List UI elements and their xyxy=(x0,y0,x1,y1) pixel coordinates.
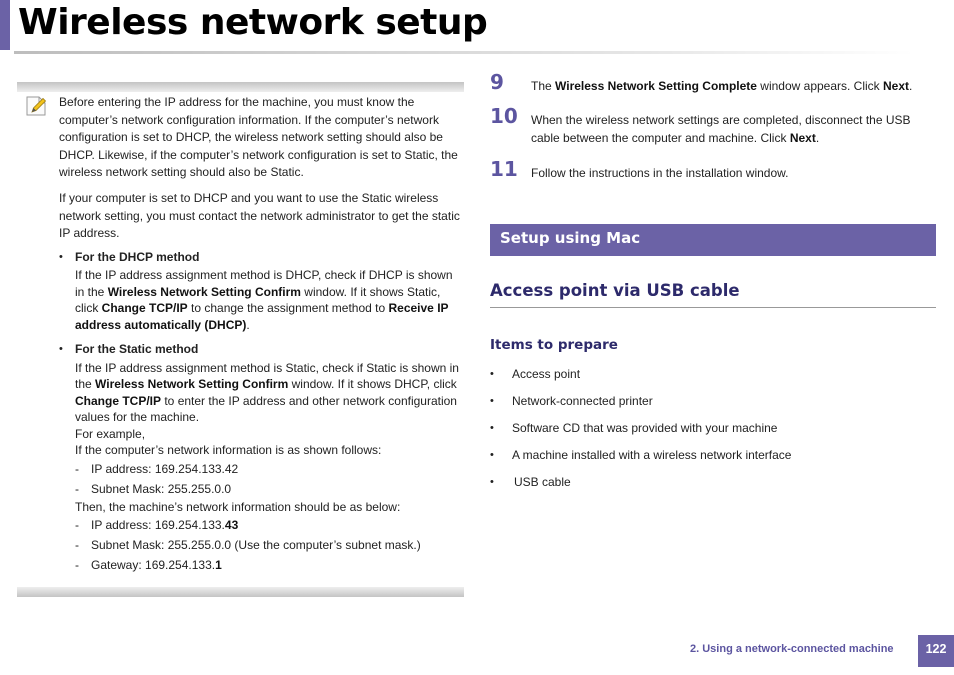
footer-chapter: 2. Using a network-connected machine xyxy=(690,643,894,655)
list-item: • Network-connected printer xyxy=(490,394,653,408)
step-number: 11 xyxy=(490,157,518,181)
note-bottom-border xyxy=(17,587,464,597)
dhcp-method-text: If the IP address assignment method is DHCP, check if DHCP is shown in the Wireless Network Setting Confirm window. If it shows Static, click Change TCP/IP to change the assignment method to Receive IP address automatically (DHCP). xyxy=(75,268,453,332)
subsection-divider xyxy=(490,307,936,308)
note-top-border xyxy=(17,82,464,92)
static-method-text: If the IP address assignment method is Static, check if Static is shown in the Wireless Network Setting Confirm window. If it shows DHCP, click Change TCP/IP to enter the IP address and other network configuration values for the machine. xyxy=(75,360,459,425)
items-to-prepare-heading: Items to prepare xyxy=(490,337,618,353)
section-heading-band xyxy=(490,224,936,256)
bullet-icon: • xyxy=(490,395,494,407)
note-box xyxy=(59,94,464,575)
step-text: When the wireless network settings are completed, disconnect the USB cable between the computer and machine. Click Next. xyxy=(531,113,911,145)
computer-mask-line: - Subnet Mask: 255.255.0.0 xyxy=(75,481,232,496)
bullet-icon: • xyxy=(490,422,494,434)
computer-ip-line: - IP address: 169.254.133.42 xyxy=(75,461,239,476)
dhcp-method-item xyxy=(59,249,464,334)
title-divider xyxy=(14,51,914,54)
step-text: The Wireless Network Setting Complete window appears. Click Next. xyxy=(531,79,913,93)
step-number: 9 xyxy=(490,70,504,94)
example-label: For example, xyxy=(75,426,146,441)
machine-info-intro: Then, the machine’s network information should be as below: xyxy=(75,499,401,514)
static-method-item xyxy=(59,341,464,575)
note-pencil-icon xyxy=(24,94,48,118)
bullet-icon: • xyxy=(59,343,63,356)
section-heading: Setup using Mac xyxy=(500,229,641,247)
list-item: • A machine installed with a wireless network interface xyxy=(490,448,792,462)
list-item: • Access point xyxy=(490,367,581,381)
title-accent-bar xyxy=(0,0,10,50)
gateway-line: - Gateway: 169.254.133.1 xyxy=(75,558,222,573)
page-number: 122 xyxy=(918,635,954,667)
note-paragraph-1: Before entering the IP address for the machine, you must know the computer’s network configuration information. If the computer’s network configuration is set to DHCP, the wireless network setting should also be DHCP. Likewise, if the computer’s network configuration is set to Static, the wireless network setting should also be Static. xyxy=(59,95,458,180)
static-method-heading: For the Static method xyxy=(75,342,199,357)
note-paragraph-2: If your computer is set to DHCP and you want to use the Static wireless network setting, you must contact the network administrator to get the static IP address. xyxy=(59,190,460,241)
bullet-icon: • xyxy=(490,449,494,461)
step-text: Follow the instructions in the installation window. xyxy=(531,166,789,180)
step-number: 10 xyxy=(490,104,518,128)
items-to-prepare-list xyxy=(490,365,936,500)
bullet-icon: • xyxy=(59,250,63,263)
page-title: Wireless network setup xyxy=(18,2,488,43)
subsection-heading: Access point via USB cable xyxy=(490,281,740,300)
list-item: • Software CD that was provided with your machine xyxy=(490,421,778,435)
dhcp-method-heading: For the DHCP method xyxy=(75,249,200,264)
machine-mask-line: - Subnet Mask: 255.255.0.0 (Use the computer’s subnet mask.) xyxy=(75,538,421,553)
bullet-icon: • xyxy=(490,368,494,380)
list-item: • USB cable xyxy=(490,475,571,489)
computer-info-intro: If the computer’s network information is as shown follows: xyxy=(75,443,382,458)
machine-ip-line: - IP address: 169.254.133.43 xyxy=(75,518,239,533)
bullet-icon: • xyxy=(490,476,494,488)
